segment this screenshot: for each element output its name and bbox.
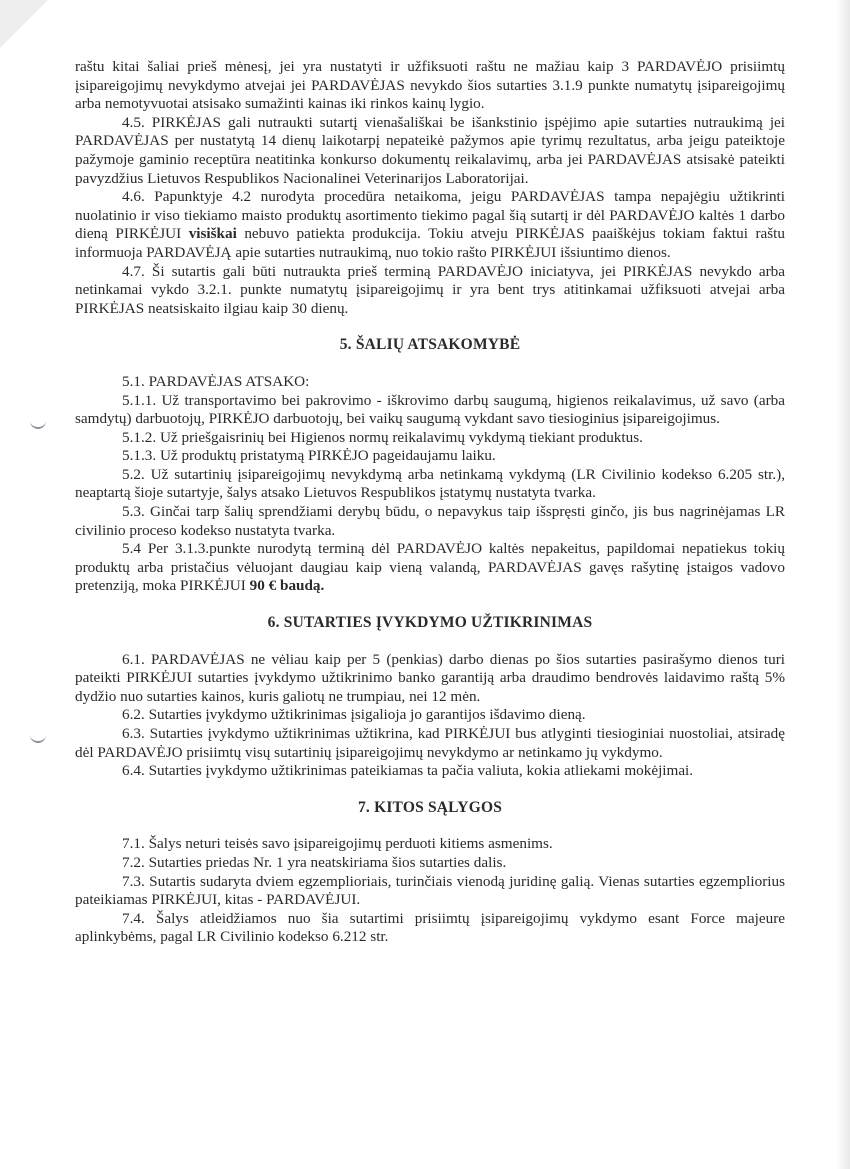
paragraph-5-1-3: 5.1.3. Už produktų pristatymą PIRKĖJO pageidaujamu laiku. <box>122 447 496 465</box>
page-fold <box>0 0 48 48</box>
punch-hole-mark <box>30 732 46 743</box>
paragraph-5-1-1: 5.1.1. Už transportavimo bei pakrovimo - iškrovimo darbų saugumą, higienos reikalavimus, už savo (arba samdytų) darbuotojų, PIRKĖJO darbuotojų, bei vaikų saugumą vykdant savo tiesioginius įsipareigojimus. <box>75 391 785 428</box>
section-heading-7: 7. KITOS SĄLYGOS <box>357 798 503 816</box>
paragraph-4-5: 4.5. PIRKĖJAS gali nutraukti sutartį vienašališkai be išankstinio įspėjimo apie sutarties nutraukimą jei PARDAVĖJAS per nustatytą 14 dienų laikotarpį nepateikė pažymos apie tyrimų rezultatus, arba jeigu pateiktoje pažymoje gaminio receptūra neatitinka konkurso dokumentų reikalavimų, arba jei PARDAVĖJAS atsisakė pateikti pavyzdžius Lietuvos Respublikos Nacionalinei Veterinarijos Laboratorijai. <box>75 113 785 187</box>
paragraph-6-4: 6.4. Sutarties įvykdymo užtikrinimas pateikiamas ta pačia valiuta, kokia atliekami mokėjimai. <box>122 762 694 780</box>
paragraph-7-3: 7.3. Sutartis sudaryta dviem egzemplioriais, turinčiais vienodą juridinę galią. Vienas sutarties egzempliorius pateikiamas PIRKĖJUI, kitas - PARDAVĖJUI. <box>75 872 785 909</box>
paragraph-7-4: 7.4. Šalys atleidžiamos nuo šia sutartimi prisiimtų įsipareigojimų vykdymo esant Force majeure aplinkybėms, pagal LR Civilinio kodekso 6.212 str. <box>75 909 785 946</box>
paragraph-4-6-text-b: nebuvo patiekta produkcija. Tokiu atveju PIRKĖJAS paaiškėjus tokiam faktui raštu informuoja PARDAVĖJĄ apie sutarties nutraukimą, nuo tokio rašto PIRKĖJUI išsiuntimo dienos. <box>75 225 785 261</box>
paragraph-6-3: 6.3. Sutarties įvykdymo užtikrinimas užtikrina, kad PIRKĖJUI bus atlyginti tiesioginiai nuostoliai, atsiradę dėl PARDAVĖJO prisiimtų visų sutartinių įsipareigojimų nevykdymo ar netinkamo jų vykdymo. <box>75 725 785 761</box>
document-body <box>75 58 785 947</box>
paragraph-4-6-bold: visiškai <box>188 225 237 243</box>
paragraph-5-1: 5.1. PARDAVĖJAS ATSAKO: <box>122 372 310 390</box>
paragraph-5-1-2: 5.1.2. Už priešgaisrinių bei Higienos normų reikalavimų vykdymą tiekiant produktus. <box>122 428 643 446</box>
paragraph-5-4-text: 5.4 Per 3.1.3.punkte nurodytą terminą dėl PARDAVĖJO kaltės nepakeitus, papildomai nepatiekus tokių produktų arba pristačius vėluojant daugiau kaip vieną valandą, PARDAVĖJAS gavęs rašytinę įstaigos vadovo pretenziją, moka PIRKĖJUI <box>75 540 785 595</box>
paragraph-4-7: 4.7. Ši sutartis gali būti nutraukta prieš terminą PARDAVĖJO iniciatyva, jei PIRKĖJAS nevykdo arba netinkamai vykdo 3.2.1. punkte numatytų įsipareigojimų ir yra bent trys atitinkamai užfiksuoti atvejai arba PIRKĖJAS neatsiskaito ilgiau kaip 30 dienų. <box>75 262 785 317</box>
paragraph-5-4 <box>75 540 785 596</box>
section-heading-5: 5. ŠALIŲ ATSAKOMYBĖ <box>339 336 521 354</box>
section-heading-6: 6. SUTARTIES ĮVYKDYMO UŽTIKRINIMAS <box>267 614 593 632</box>
paragraph-4-6 <box>75 188 785 262</box>
paragraph-intro: raštu kitai šaliai prieš mėnesį, jei yra nustatyti ir užfiksuoti raštu ne mažiau kaip 3 PARDAVĖJO prisiimtų įsipareigojimų nevykdymo atvejai jei PARDAVĖJAS nevykdo šios sutarties 3.1.9 punkte numatytų įsipareigojimų arba nemotyvuotai atsisako sumažinti kainas iki rinkos kainų lygio. <box>75 58 785 113</box>
paragraph-7-1: 7.1. Šalys neturi teisės savo įsipareigojimų perduoti kitiems asmenims. <box>122 835 553 853</box>
paragraph-6-2: 6.2. Sutarties įvykdymo užtikrinimas įsigalioja jo garantijos išdavimo dieną. <box>122 706 586 724</box>
paragraph-5-2: 5.2. Už sutartinių įsipareigojimų nevykdymą arba netinkamą vykdymą (LR Civilinio kodekso 6.205 str.), neaptartą šioje sutartyje, šalys atsako Lietuvos Respublikos įstatymų nustatyta tvarka. <box>75 465 785 502</box>
paragraph-4-6-text-a: 4.6. Papunktyje 4.2 nurodyta procedūra netaikoma, jeigu PARDAVĖJAS tampa nepajėgiu užtikrinti nuolatinio ir viso tiekiamo maisto produktų asortimento tiekimo pagal šią sutartį ir dėl PARDAVĖJO kaltės 1 darbo dieną PIRKĖJUI <box>75 188 785 243</box>
paragraph-7-2: 7.2. Sutarties priedas Nr. 1 yra neatskiriama šios sutarties dalis. <box>122 853 507 871</box>
paragraph-5-3: 5.3. Ginčai tarp šalių sprendžiami derybų būdu, o nepavykus taip išspręsti ginčo, jis bus nagrinėjamas LR civilinio proceso kodekso nustatyta tvarka. <box>75 503 785 539</box>
paragraph-5-4-bold: 90 € baudą. <box>249 577 325 595</box>
paragraph-6-1: 6.1. PARDAVĖJAS ne vėliau kaip per 5 (penkias) darbo dienas po šios sutarties pasirašymo dienos turi pateikti PIRKĖJUI sutarties įvykdymo užtikrinimo banko garantiją arba draudimo bendrovės laidavimo raštą 5% dydžio nuo sutarties kainos, kuris galiotų ne trumpiau, nei 12 mėn. <box>75 650 785 705</box>
punch-hole-mark <box>30 418 46 429</box>
page-edge-shadow <box>836 0 850 1169</box>
